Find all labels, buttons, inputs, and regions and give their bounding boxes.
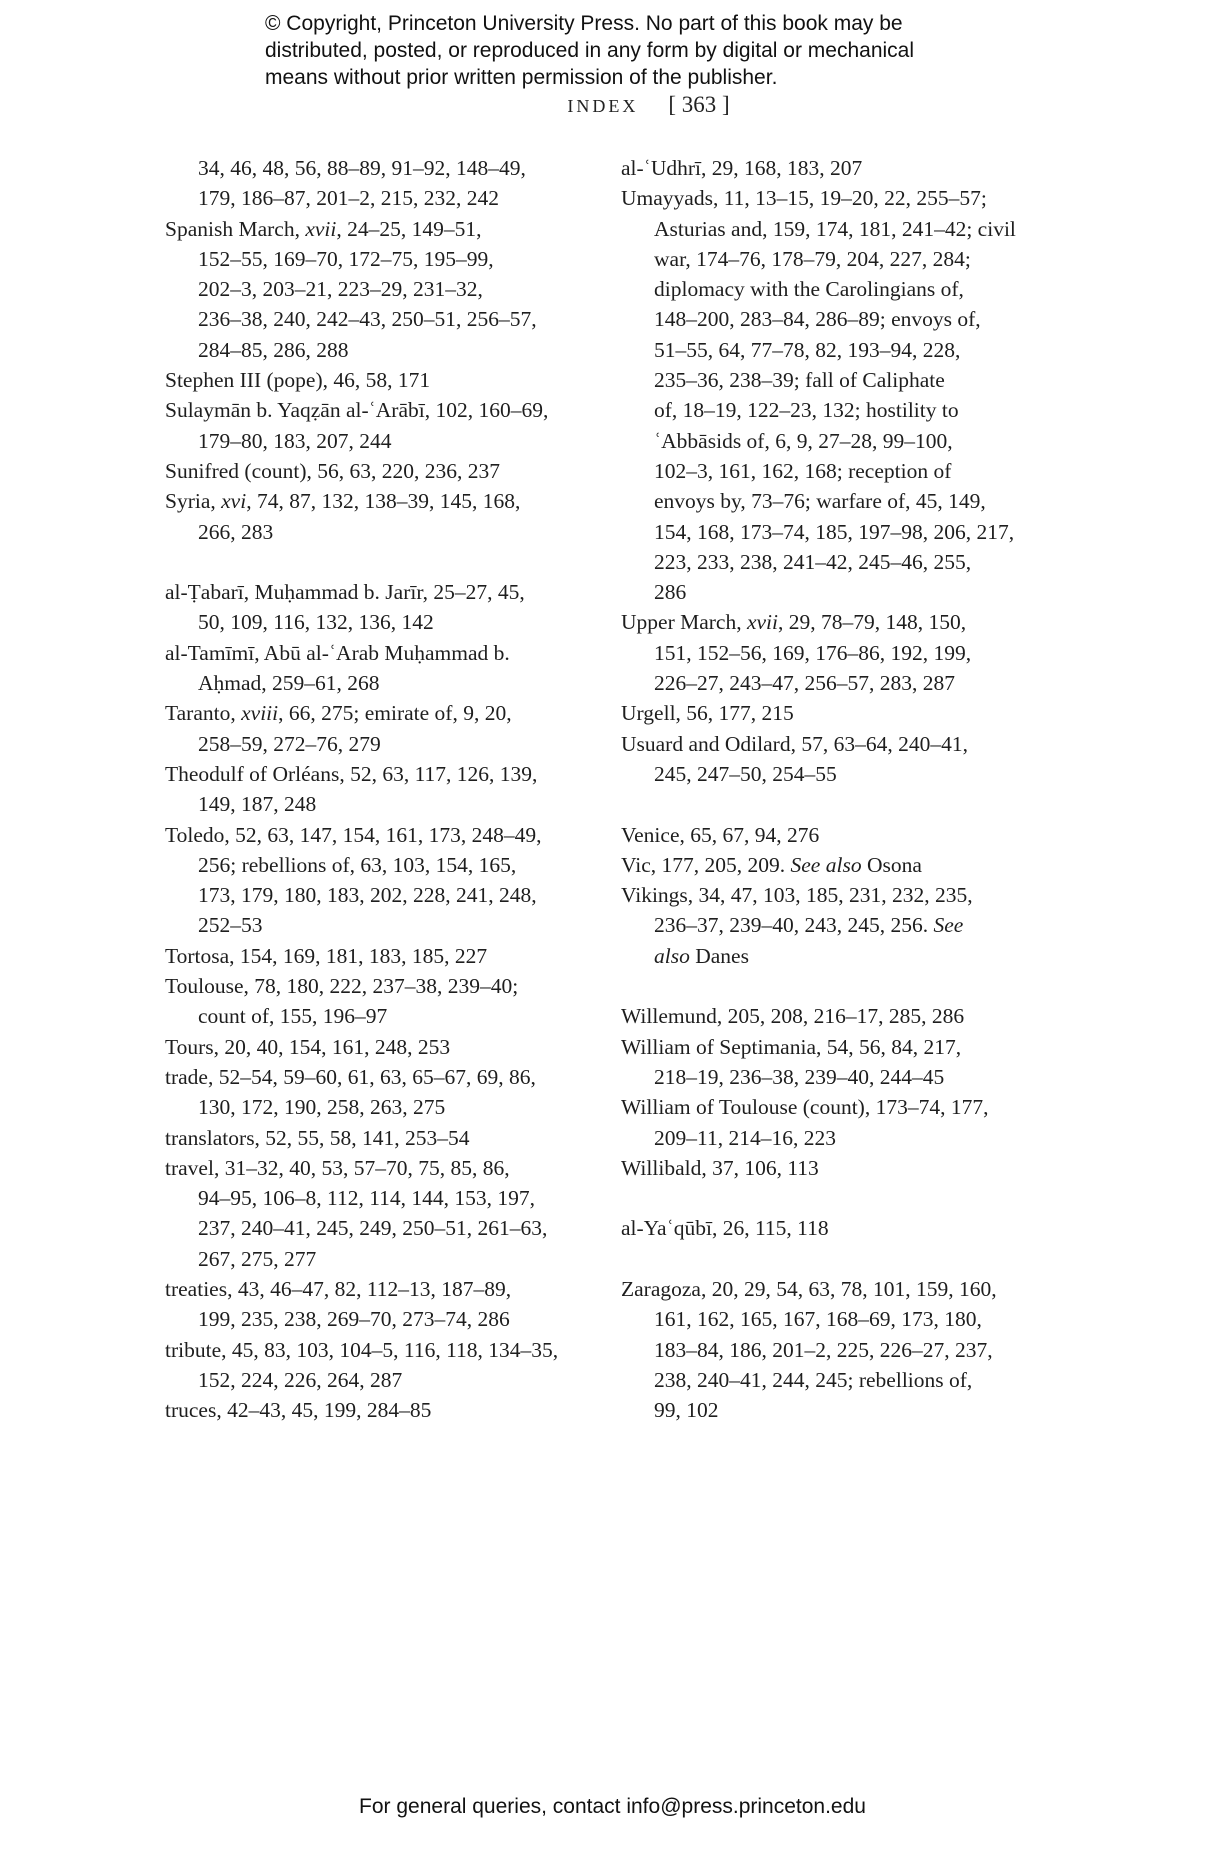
entry-text: 267, 275, 277 xyxy=(198,1246,317,1271)
entry-text: Tours, 20, 40, 154, 161, 248, 253 xyxy=(165,1034,451,1059)
index-entry-line xyxy=(165,1274,605,1304)
index-entry xyxy=(621,1001,1061,1031)
index-entry-line xyxy=(165,244,605,274)
running-head xyxy=(0,92,1225,118)
entry-text: 183–84, 186, 201–2, 225, 226–27, 237, xyxy=(654,1337,993,1362)
index-entry xyxy=(621,1153,1061,1183)
entry-text: Vic, 177, 205, 209. xyxy=(621,852,791,877)
running-head-title: INDEX xyxy=(567,96,639,116)
index-column-right xyxy=(621,153,1061,1425)
entry-text: 99, 102 xyxy=(654,1398,719,1423)
entry-text: 218–19, 236–38, 239–40, 244–45 xyxy=(654,1064,945,1089)
index-entry-line xyxy=(621,607,1061,637)
index-entry-line xyxy=(621,304,1061,334)
index-entry-line xyxy=(165,1032,605,1062)
entry-text: 152, 224, 226, 264, 287 xyxy=(198,1367,403,1392)
index-entry xyxy=(165,1274,605,1335)
entry-text: , 66, 275; emirate of, 9, 20, xyxy=(278,701,512,726)
index-entry-line xyxy=(165,1001,605,1031)
index-entry-line xyxy=(165,880,605,910)
index-entry xyxy=(165,577,605,638)
index-entry-line xyxy=(165,1153,605,1183)
italic-text: xviii xyxy=(241,701,279,726)
entry-text: 173, 179, 180, 183, 202, 228, 241, 248, xyxy=(198,883,537,908)
index-entry-line xyxy=(621,547,1061,577)
index-entry xyxy=(165,456,605,486)
index-entry xyxy=(621,183,1061,607)
index-entry-line xyxy=(621,1304,1061,1334)
index-entry-line xyxy=(621,214,1061,244)
entry-text: Syria, xyxy=(165,489,222,514)
index-entry-line xyxy=(165,729,605,759)
letter-group-gap xyxy=(621,971,1061,1001)
index-column-left xyxy=(165,153,605,1425)
index-entry-line xyxy=(165,1304,605,1334)
entry-text: Sunifred (count), 56, 63, 220, 236, 237 xyxy=(165,458,501,483)
index-entry-line xyxy=(621,1001,1061,1031)
index-entry-line xyxy=(165,971,605,1001)
entry-text: al-Ṭabarī, Muḥammad b. Jarīr, 25–27, 45, xyxy=(165,580,525,605)
index-entry xyxy=(621,607,1061,698)
index-entry-line xyxy=(621,820,1061,850)
entry-text: Willibald, 37, 106, 113 xyxy=(621,1155,819,1180)
index-entry-line xyxy=(621,335,1061,365)
index-entry-line xyxy=(165,153,605,183)
letter-group-gap xyxy=(621,1244,1061,1274)
entry-text: Toulouse, 78, 180, 222, 237–38, 239–40; xyxy=(165,974,519,999)
page-number: [ 363 ] xyxy=(668,92,730,117)
entry-text: 148–200, 283–84, 286–89; envoys of, xyxy=(654,307,981,332)
index-entry-line xyxy=(621,941,1061,971)
copyright-line: means without prior written permission of the publisher. xyxy=(265,66,778,89)
entry-text: Urgell, 56, 177, 215 xyxy=(621,701,794,726)
entry-text: 94–95, 106–8, 112, 114, 144, 153, 197, xyxy=(198,1186,536,1211)
index-entry-line xyxy=(621,1335,1061,1365)
letter-group-gap xyxy=(621,1183,1061,1213)
entry-text: Danes xyxy=(689,943,749,968)
entry-text: al-Yaʿqūbī, 26, 115, 118 xyxy=(621,1216,829,1241)
index-entry-line xyxy=(621,910,1061,940)
entry-text: William of Septimania, 54, 56, 84, 217, xyxy=(621,1034,962,1059)
index-entry xyxy=(165,820,605,941)
entry-text: Taranto, xyxy=(165,701,242,726)
index-entry-line xyxy=(165,486,605,516)
entry-text: 202–3, 203–21, 223–29, 231–32, xyxy=(198,277,483,302)
index-entry xyxy=(621,1092,1061,1153)
index-entry-line xyxy=(165,1062,605,1092)
index-entry xyxy=(165,214,605,365)
entry-text: 226–27, 243–47, 256–57, 283, 287 xyxy=(654,671,955,696)
entry-text: ʿAbbāsids of, 6, 9, 27–28, 99–100, xyxy=(654,428,953,453)
entry-text: 223, 233, 238, 241–42, 245–46, 255, xyxy=(654,549,972,574)
index-entry-line xyxy=(621,638,1061,668)
index-entry-line xyxy=(621,486,1061,516)
index-entry-line xyxy=(621,1274,1061,1304)
index-entry-line xyxy=(165,1123,605,1153)
copyright-line: © Copyright, Princeton University Press. No part of this book may be xyxy=(265,12,903,35)
entry-text: 209–11, 214–16, 223 xyxy=(654,1125,836,1150)
entry-text: 284–85, 286, 288 xyxy=(198,337,349,362)
index-entry xyxy=(621,820,1061,850)
italic-text: xvii xyxy=(746,610,779,635)
italic-text: xvi xyxy=(221,489,247,514)
index-entry-line xyxy=(165,759,605,789)
index-entry xyxy=(165,941,605,971)
entry-text: Osona xyxy=(861,852,922,877)
index-entry xyxy=(165,1032,605,1062)
entry-text: trade, 52–54, 59–60, 61, 63, 65–67, 69, 86, xyxy=(165,1064,536,1089)
index-entry-line xyxy=(621,426,1061,456)
entry-text: , 24–25, 149–51, xyxy=(336,216,482,241)
index-entry xyxy=(165,1395,605,1425)
index-entry xyxy=(621,1274,1061,1425)
index-entry-line xyxy=(621,1032,1061,1062)
index-entry-line xyxy=(621,850,1061,880)
index-entry-line xyxy=(165,456,605,486)
index-entry-line xyxy=(621,668,1061,698)
index-entry-line xyxy=(165,638,605,668)
index-entry xyxy=(165,1335,605,1396)
index-entry-line xyxy=(165,1244,605,1274)
index-entry xyxy=(165,1062,605,1123)
entry-text: diplomacy with the Carolingians of, xyxy=(654,277,964,302)
index-entry-line xyxy=(165,395,605,425)
entry-text: treaties, 43, 46–47, 82, 112–13, 187–89, xyxy=(165,1276,512,1301)
index-entry xyxy=(165,1123,605,1153)
index-entry xyxy=(165,395,605,456)
entry-text: 154, 168, 173–74, 185, 197–98, 206, 217, xyxy=(654,519,1015,544)
entry-text: 286 xyxy=(654,580,687,605)
index-entry-line xyxy=(165,698,605,728)
index-entry-line xyxy=(621,395,1061,425)
entry-text: Spanish March, xyxy=(165,216,306,241)
index-entry-line xyxy=(621,244,1061,274)
italic-text: xvii xyxy=(305,216,337,241)
entry-text: Venice, 65, 67, 94, 276 xyxy=(621,822,820,847)
index-entry-line xyxy=(165,183,605,213)
index-entry-line xyxy=(621,880,1061,910)
entry-text: 245, 247–50, 254–55 xyxy=(654,761,837,786)
index-entry-line xyxy=(621,1092,1061,1122)
index-entry-line xyxy=(165,1365,605,1395)
index-entry-line xyxy=(165,214,605,244)
entry-text: Umayyads, 11, 13–15, 19–20, 22, 255–57; xyxy=(621,186,987,211)
index-entry-line xyxy=(621,274,1061,304)
entry-text: Willemund, 205, 208, 216–17, 285, 286 xyxy=(621,1004,965,1029)
index-entry-line xyxy=(165,668,605,698)
index-entry xyxy=(621,698,1061,728)
index-entry-line xyxy=(165,335,605,365)
entry-text: Upper March, xyxy=(621,610,747,635)
index-entry-line xyxy=(165,1395,605,1425)
index-entry-line xyxy=(621,1365,1061,1395)
entry-text: count of, 155, 196–97 xyxy=(198,1004,388,1029)
index-entry-line xyxy=(165,820,605,850)
index-entry-line xyxy=(165,365,605,395)
copyright-line: distributed, posted, or reproduced in any form by digital or mechanical xyxy=(265,39,915,62)
index-entry xyxy=(165,1153,605,1274)
footer-contact: For general queries, contact info@press.princeton.edu xyxy=(359,1795,866,1818)
index-entry-line xyxy=(165,1092,605,1122)
index-entry-line xyxy=(621,365,1061,395)
entry-text: Theodulf of Orléans, 52, 63, 117, 126, 139, xyxy=(165,761,538,786)
entry-text: tribute, 45, 83, 103, 104–5, 116, 118, 134–35, xyxy=(165,1337,559,1362)
index-entry xyxy=(165,759,605,820)
index-entry-line xyxy=(165,1213,605,1243)
entry-text: 256; rebellions of, 63, 103, 154, 165, xyxy=(198,852,517,877)
entry-text: , 29, 78–79, 148, 150, xyxy=(778,610,967,635)
italic-text: See xyxy=(933,913,964,938)
letter-group-gap xyxy=(621,789,1061,819)
index-entry-line xyxy=(621,1153,1061,1183)
index-entry xyxy=(165,698,605,759)
italic-text: also xyxy=(654,943,690,968)
index-entry xyxy=(165,971,605,1032)
index-entry xyxy=(621,850,1061,880)
entry-text: William of Toulouse (count), 173–74, 177, xyxy=(621,1095,989,1120)
index-entry-line xyxy=(621,729,1061,759)
index-entry-line xyxy=(621,698,1061,728)
entry-text: 252–53 xyxy=(198,913,263,938)
index-entry-line xyxy=(621,759,1061,789)
entry-text: war, 174–76, 178–79, 204, 227, 284; xyxy=(654,246,971,271)
index-entry-line xyxy=(165,426,605,456)
entry-text: Stephen III (pope), 46, 58, 171 xyxy=(165,368,431,393)
index-entry xyxy=(621,1213,1061,1243)
index-entry-line xyxy=(165,910,605,940)
entry-text: 237, 240–41, 245, 249, 250–51, 261–63, xyxy=(198,1216,548,1241)
entry-text: 161, 162, 165, 167, 168–69, 173, 180, xyxy=(654,1307,982,1332)
index-entry-line xyxy=(621,517,1061,547)
index-entry xyxy=(621,1032,1061,1093)
entry-text: 238, 240–41, 244, 245; rebellions of, xyxy=(654,1367,973,1392)
index-entry-line xyxy=(165,607,605,637)
entry-text: 266, 283 xyxy=(198,519,274,544)
index-entry-line xyxy=(165,850,605,880)
entry-text: 130, 172, 190, 258, 263, 275 xyxy=(198,1095,446,1120)
index-entry-line xyxy=(165,274,605,304)
index-entry-line xyxy=(621,1062,1061,1092)
entry-text: 149, 187, 248 xyxy=(198,792,317,817)
entry-text: of, 18–19, 122–23, 132; hostility to xyxy=(654,398,959,423)
entry-text: 151, 152–56, 169, 176–86, 192, 199, xyxy=(654,640,972,665)
entry-text: 199, 235, 238, 269–70, 273–74, 286 xyxy=(198,1307,510,1332)
entry-text: 34, 46, 48, 56, 88–89, 91–92, 148–49, xyxy=(198,156,526,180)
index-entry xyxy=(621,153,1061,183)
entry-text: truces, 42–43, 45, 199, 284–85 xyxy=(165,1398,432,1423)
copyright-notice xyxy=(265,10,1025,91)
entry-text: Sulaymān b. Yaqẓān al-ʿArābī, 102, 160–69, xyxy=(165,398,549,423)
entry-text: Asturias and, 159, 174, 181, 241–42; civil xyxy=(654,216,1016,241)
index-entry xyxy=(621,880,1061,971)
entry-text: 50, 109, 116, 132, 136, 142 xyxy=(198,610,434,635)
entry-text: al-Tamīmī, Abū al-ʿArab Muḥammad b. xyxy=(165,640,510,665)
index-entry-line xyxy=(165,304,605,334)
entry-text: Vikings, 34, 47, 103, 185, 231, 232, 235, xyxy=(621,883,973,908)
entry-text: al-ʿUdhrī, 29, 168, 183, 207 xyxy=(621,156,863,180)
index-entry xyxy=(165,365,605,395)
entry-text: , 74, 87, 132, 138–39, 145, 168, xyxy=(246,489,521,514)
entry-text: 236–38, 240, 242–43, 250–51, 256–57, xyxy=(198,307,537,332)
entry-text: Zaragoza, 20, 29, 54, 63, 78, 101, 159, 160, xyxy=(621,1276,997,1301)
index-entry-line xyxy=(165,1183,605,1213)
entry-text: 258–59, 272–76, 279 xyxy=(198,731,381,756)
entry-text: 236–37, 239–40, 243, 245, 256. xyxy=(654,913,934,938)
index-entry xyxy=(165,486,605,547)
entry-text: 102–3, 161, 162, 168; reception of xyxy=(654,458,952,483)
index-entry-line xyxy=(621,153,1061,183)
entry-text: 179–80, 183, 207, 244 xyxy=(198,428,392,453)
index-entry-line xyxy=(165,1335,605,1365)
index-entry-line xyxy=(621,1395,1061,1425)
index-entry-line xyxy=(621,456,1061,486)
entry-text: Aḥmad, 259–61, 268 xyxy=(198,671,380,696)
index-entry-line xyxy=(165,517,605,547)
index-entry-line xyxy=(165,941,605,971)
index-entry-line xyxy=(165,789,605,819)
entry-text: travel, 31–32, 40, 53, 57–70, 75, 85, 86, xyxy=(165,1155,510,1180)
entry-text: Usuard and Odilard, 57, 63–64, 240–41, xyxy=(621,731,968,756)
entry-text: translators, 52, 55, 58, 141, 253–54 xyxy=(165,1125,470,1150)
index-entry-line xyxy=(621,1123,1061,1153)
entry-text: envoys by, 73–76; warfare of, 45, 149, xyxy=(654,489,986,514)
entry-text: 51–55, 64, 77–78, 82, 193–94, 228, xyxy=(654,337,961,362)
index-entry xyxy=(621,729,1061,790)
entry-text: 235–36, 238–39; fall of Caliphate xyxy=(654,368,945,393)
entry-text: Toledo, 52, 63, 147, 154, 161, 173, 248–49, xyxy=(165,822,542,847)
index-entry xyxy=(165,153,605,214)
index-entry-line xyxy=(621,183,1061,213)
entry-text: 152–55, 169–70, 172–75, 195–99, xyxy=(198,246,494,271)
italic-text: See also xyxy=(790,852,862,877)
index-entry-line xyxy=(621,1213,1061,1243)
entry-text: 179, 186–87, 201–2, 215, 232, 242 xyxy=(198,186,499,211)
letter-group-gap xyxy=(165,547,605,577)
index-entry-line xyxy=(165,577,605,607)
index-entry-line xyxy=(621,577,1061,607)
entry-text: Tortosa, 154, 169, 181, 183, 185, 227 xyxy=(165,943,488,968)
index-entry xyxy=(165,638,605,699)
